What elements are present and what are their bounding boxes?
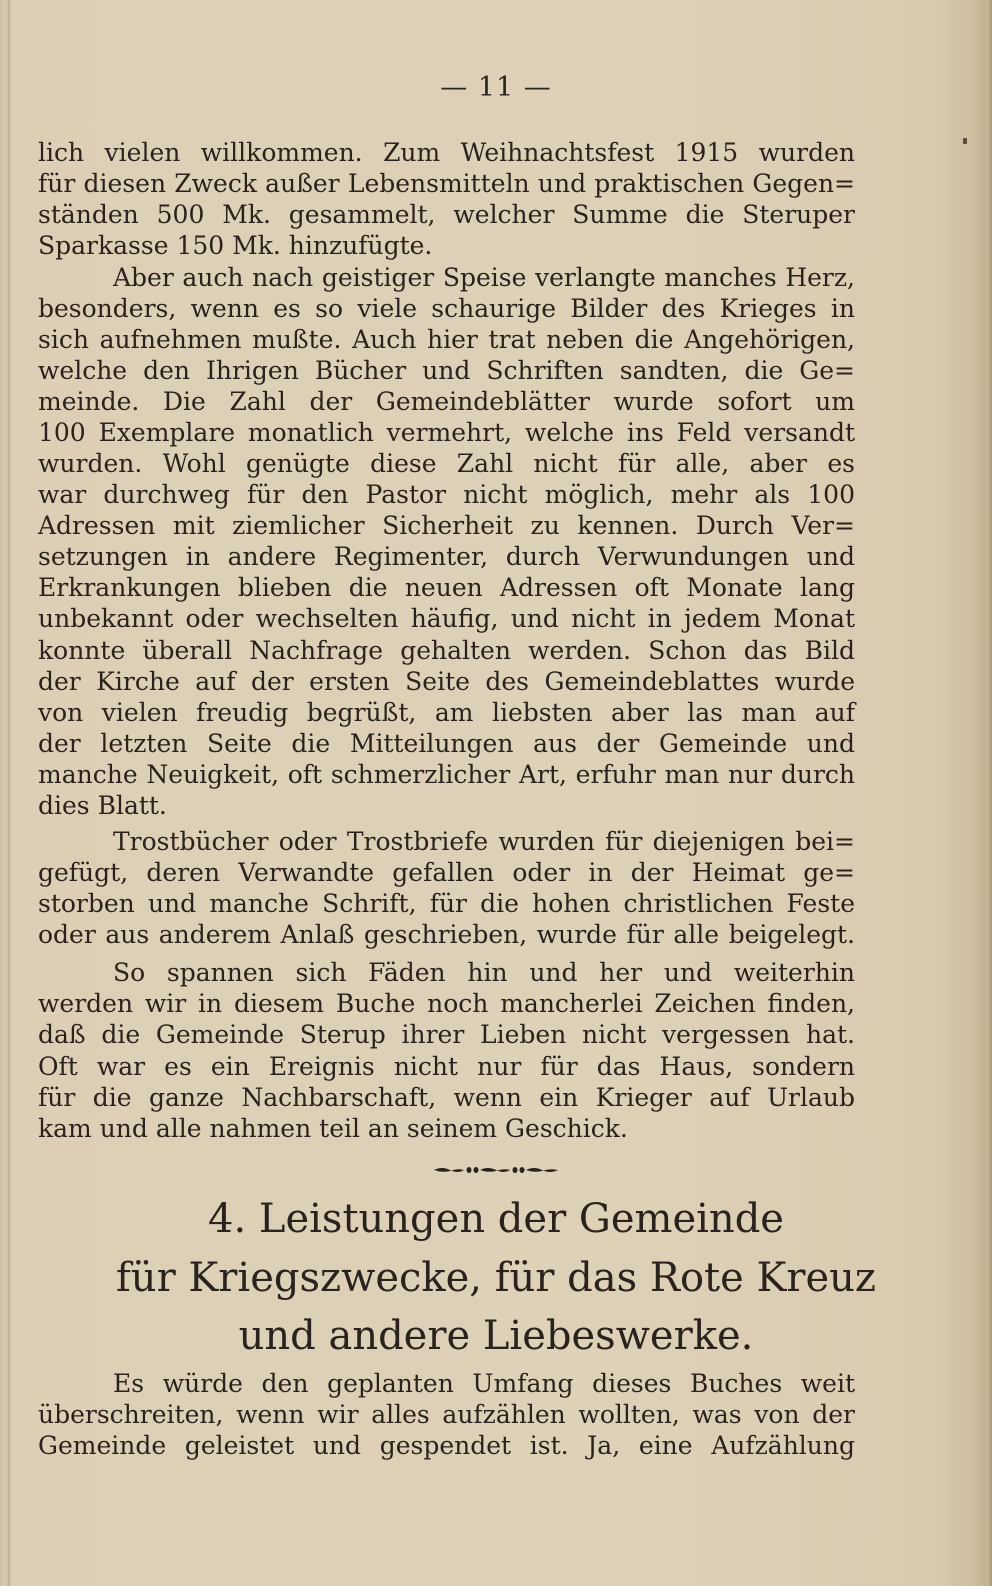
- text-line: werden wir in diesem Buche noch mancherlei Zeichen finden,: [38, 989, 855, 1018]
- text-line: Aber auch nach geistiger Speise verlangte manches Herz,: [113, 263, 855, 292]
- text-line: Trostbücher oder Trostbriefe wurden für diejenigen bei=: [113, 827, 855, 856]
- text-line: der Kirche auf der ersten Seite des Gemeindeblattes wurde: [38, 667, 855, 696]
- text-line: welche den Ihrigen Bücher und Schriften sandten, die Ge=: [38, 356, 855, 385]
- text-line: konnte überall Nachfrage gehalten werden. Schon das Bild: [38, 636, 855, 665]
- text-line: Gemeinde geleistet und gespendet ist. Ja, eine Aufzählung: [38, 1431, 855, 1460]
- text-line: Adressen mit ziemlicher Sicherheit zu kennen. Durch Ver=: [38, 511, 855, 540]
- text-line: Sparkasse 150 Mk. hinzufügte.: [38, 231, 433, 260]
- ornament-icon: [434, 1165, 558, 1175]
- text-line: für die ganze Nachbarschaft, wenn ein Krieger auf Urlaub: [38, 1083, 855, 1112]
- text-line: So spannen sich Fäden hin und her und weiterhin: [113, 958, 855, 987]
- text-line: Oft war es ein Ereignis nicht nur für das Haus, sondern: [38, 1052, 855, 1081]
- text-line: manche Neuigkeit, oft schmerzlicher Art, erfuhr man nur durch: [38, 760, 855, 789]
- section-heading-line: 4. Leistungen der Gemeinde: [208, 1196, 784, 1242]
- text-line: wurden. Wohl genügte diese Zahl nicht für alle, aber es: [38, 449, 855, 478]
- text-line: für diesen Zweck außer Lebensmitteln und praktischen Gegen=: [38, 169, 855, 198]
- section-divider-ornament: [0, 1160, 992, 1179]
- text-line: gefügt, deren Verwandte gefallen oder in der Heimat ge=: [38, 858, 855, 887]
- text-line: Es würde den geplanten Umfang dieses Buches weit: [113, 1369, 855, 1398]
- text-line: daß die Gemeinde Sterup ihrer Lieben nicht vergessen hat.: [38, 1020, 855, 1049]
- text-line: kam und alle nahmen teil an seinem Geschick.: [38, 1114, 628, 1143]
- text-line: storben und manche Schrift, für die hohen christlichen Feste: [38, 889, 855, 918]
- text-line: sich aufnehmen mußte. Auch hier trat neben die Angehörigen,: [38, 325, 855, 354]
- text-line: meinde. Die Zahl der Gemeindeblätter wurde sofort um: [38, 387, 855, 416]
- text-line: oder aus anderem Anlaß geschrieben, wurde für alle beigelegt.: [38, 920, 855, 949]
- text-line: ständen 500 Mk. gesammelt, welcher Summe die Steruper: [38, 200, 855, 229]
- paper-speck: [963, 138, 967, 144]
- text-line: der letzten Seite die Mitteilungen aus der Gemeinde und: [38, 729, 855, 758]
- text-line: Erkrankungen blieben die neuen Adressen oft Monate lang: [38, 573, 855, 602]
- section-heading-line: für Kriegszwecke, für das Rote Kreuz: [116, 1255, 876, 1301]
- text-line: überschreiten, wenn wir alles aufzählen wollten, was von der: [38, 1400, 855, 1429]
- text-line: unbekannt oder wechselten häufig, und nicht in jedem Monat: [38, 604, 855, 633]
- section-heading-line: und andere Liebeswerke.: [238, 1313, 754, 1359]
- text-line: lich vielen willkommen. Zum Weihnachtsfest 1915 wurden: [38, 138, 855, 167]
- page-number: — 11 —: [440, 72, 552, 103]
- text-line: 100 Exemplare monatlich vermehrt, welche ins Feld versandt: [38, 418, 855, 447]
- text-line: von vielen freudig begrüßt, am liebsten aber las man auf: [38, 698, 855, 727]
- text-line: setzungen in andere Regimenter, durch Verwundungen und: [38, 542, 855, 571]
- text-line: besonders, wenn es so viele schaurige Bilder des Krieges in: [38, 294, 855, 323]
- text-line: dies Blatt.: [38, 791, 167, 820]
- text-line: war durchweg für den Pastor nicht möglich, mehr als 100: [38, 480, 855, 509]
